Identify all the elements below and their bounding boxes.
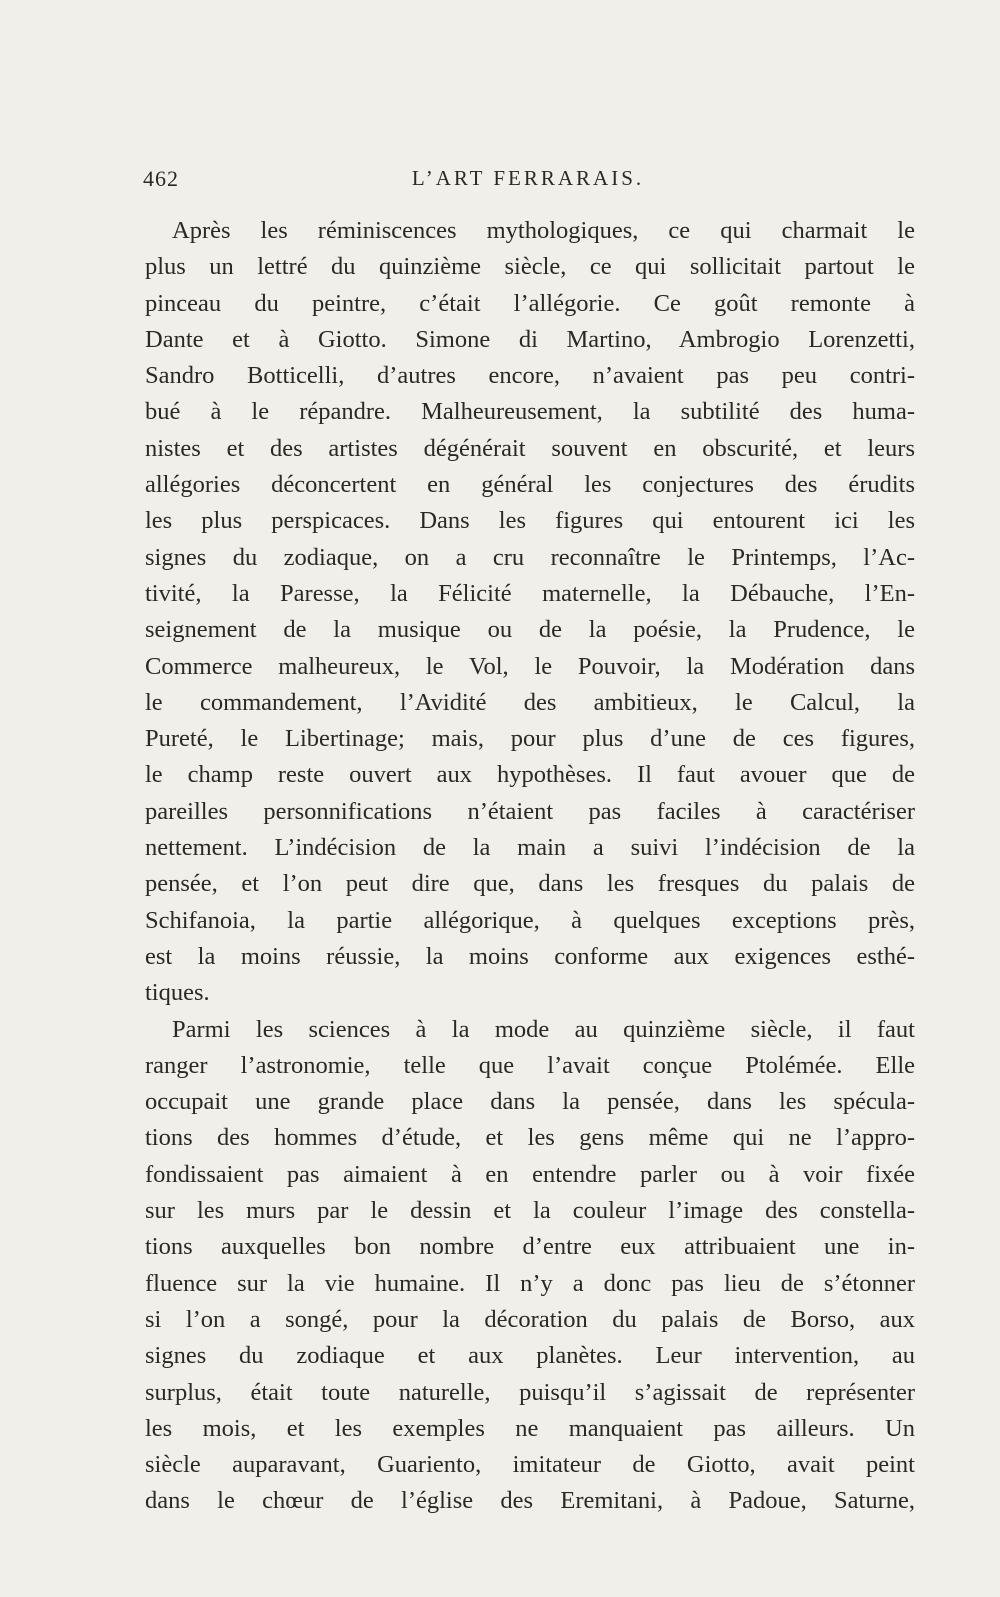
text-line: signes du zodiaque et aux planètes. Leur intervention, au [145, 1342, 915, 1370]
text-line: surplus, était toute naturelle, puisqu’il s’agissait de représenter [145, 1378, 915, 1406]
text-line: signes du zodiaque, on a cru reconnaître le Printemps, l’Ac- [145, 543, 915, 571]
text-line: ranger l’astronomie, telle que l’avait conçue Ptolémée. Elle [145, 1051, 915, 1079]
text-line: nettement. L’indécision de la main a suivi l’indécision de la [145, 834, 915, 862]
text-line: Dante et à Giotto. Simone di Martino, Ambrogio Lorenzetti, [145, 325, 915, 353]
running-title: L’ART FERRARAIS. [411, 166, 645, 190]
text-line: tions des hommes d’étude, et les gens même qui ne l’appro- [145, 1124, 915, 1152]
text-line: plus un lettré du quinzième siècle, ce qui sollicitait partout le [145, 253, 915, 281]
text-line: nistes et des artistes dégénérait souvent en obscurité, et leurs [145, 434, 915, 462]
text-line: pensée, et l’on peut dire que, dans les fresques du palais de [145, 870, 915, 898]
text-line: siècle auparavant, Guariento, imitateur de Giotto, avait peint [145, 1451, 915, 1479]
text-line: occupait une grande place dans la pensée, dans les spécula- [145, 1088, 915, 1116]
body-text [145, 213, 915, 1520]
text-line: tiques. [145, 979, 210, 1007]
paragraph [145, 1012, 915, 1520]
text-line: pinceau du peintre, c’était l’allégorie. Ce goût remonte à [145, 289, 915, 317]
text-line: Schifanoia, la partie allégorique, à quelques exceptions près, [145, 906, 915, 934]
text-line: bué à le répandre. Malheureusement, la subtilité des huma- [145, 398, 915, 426]
text-line: le champ reste ouvert aux hypothèses. Il faut avouer que de [145, 761, 915, 789]
text-line: fluence sur la vie humaine. Il n’y a donc pas lieu de s’étonner [145, 1269, 915, 1297]
text-line: tivité, la Paresse, la Félicité maternelle, la Débauche, l’En- [145, 579, 915, 607]
paragraph [145, 213, 915, 1012]
running-head [143, 166, 913, 196]
text-line: le commandement, l’Avidité des ambitieux, le Calcul, la [145, 688, 915, 716]
text-line: Pureté, le Libertinage; mais, pour plus d’une de ces figures, [145, 725, 915, 753]
text-line: Sandro Botticelli, d’autres encore, n’avaient pas peu contri- [145, 362, 915, 390]
text-line: seignement de la musique ou de la poésie, la Prudence, le [145, 616, 915, 644]
text-line: sur les murs par le dessin et la couleur l’image des constella- [145, 1197, 915, 1225]
text-line: Commerce malheureux, le Vol, le Pouvoir, la Modération dans [145, 652, 915, 680]
text-line: si l’on a songé, pour la décoration du palais de Borso, aux [145, 1305, 915, 1333]
text-line: les plus perspicaces. Dans les figures qui entourent ici les [145, 507, 915, 535]
text-line: Après les réminiscences mythologiques, ce qui charmait le [172, 217, 915, 244]
text-line: est la moins réussie, la moins conforme aux exigences esthé- [145, 942, 915, 970]
text-line: Parmi les sciences à la mode au quinzième siècle, il faut [172, 1015, 915, 1043]
text-line: fondissaient pas aimaient à en entendre parler ou à voir fixée [145, 1160, 915, 1188]
text-line: tions auxquelles bon nombre d’entre eux attribuaient une in- [145, 1233, 915, 1261]
text-line: les mois, et les exemples ne manquaient pas ailleurs. Un [145, 1414, 915, 1442]
text-line: pareilles personnifications n’étaient pas faciles à caractériser [145, 797, 915, 825]
page-number: 462 [143, 166, 179, 191]
text-line: dans le chœur de l’église des Eremitani, à Padoue, Saturne, [145, 1487, 915, 1515]
text-line: allégories déconcertent en général les conjectures des érudits [145, 471, 915, 499]
